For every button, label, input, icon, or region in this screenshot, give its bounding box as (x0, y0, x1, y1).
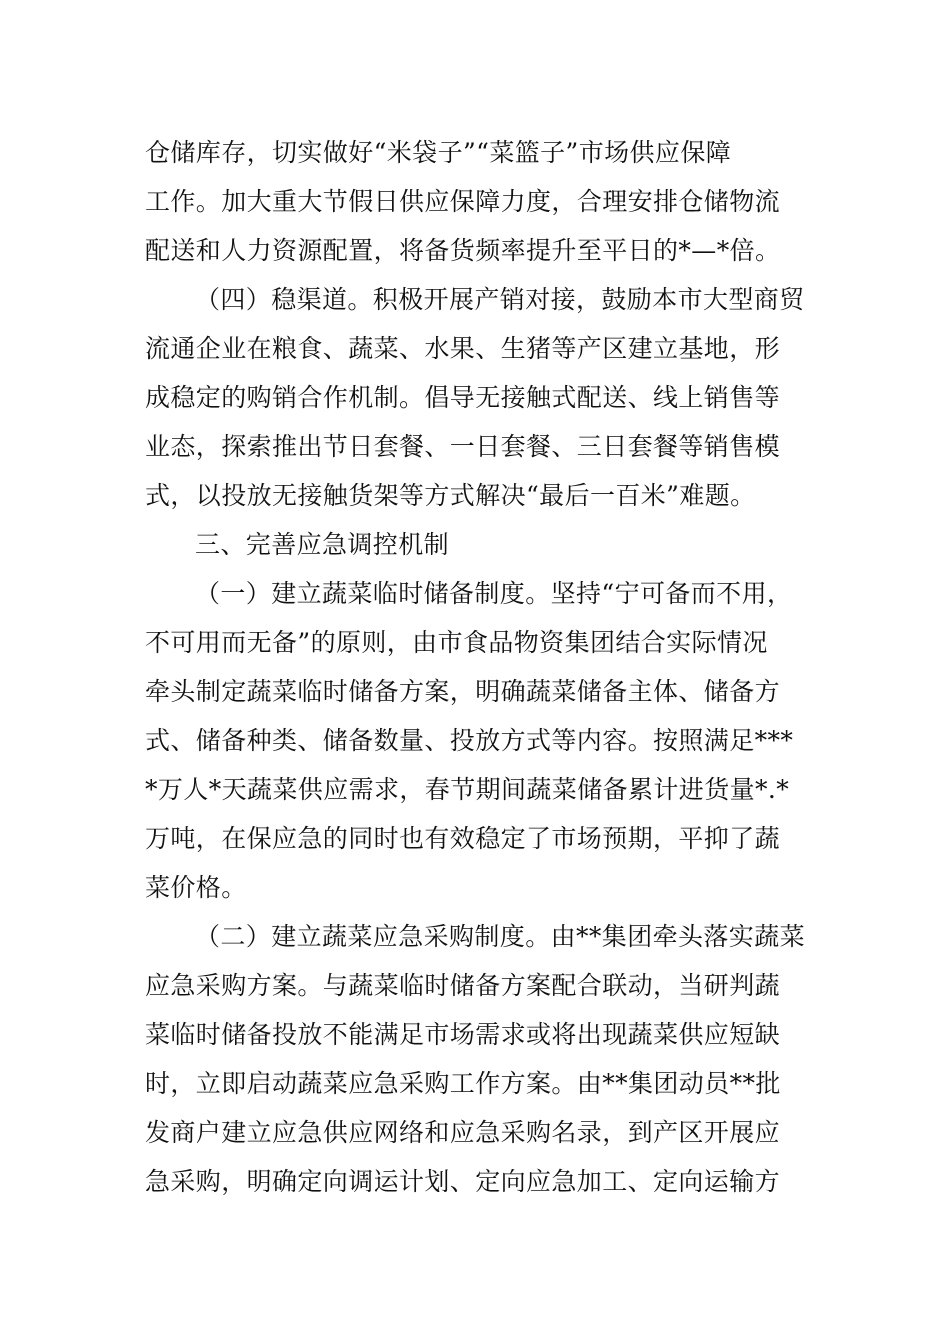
paragraph-3-1-start: （一）建立蔬菜临时储备制度。坚持“宁可备而不用， (195, 579, 793, 608)
text-line-5: 流通企业在粮食、蔬菜、水果、生猪等产区建立基地，形 (145, 334, 781, 363)
text-line-13: 式、储备种类、储备数量、投放方式等内容。按照满足*** (145, 726, 794, 755)
text-line-18: 应急采购方案。与蔬菜临时储备方案配合联动，当研判蔬 (145, 971, 781, 1000)
text-line-15: 万吨，在保应急的同时也有效稳定了市场预期，平抑了蔬 (145, 824, 781, 853)
text-line-12: 牵头制定蔬菜临时储备方案，明确蔬菜储备主体、储备方 (145, 677, 781, 706)
paragraph-4-start: （四）稳渠道。积极开展产销对接，鼓励本市大型商贸 (195, 285, 805, 314)
text-line-20: 时，立即启动蔬菜应急采购工作方案。由**集团动员**批 (145, 1069, 781, 1098)
text-line-22: 急采购，明确定向调运计划、定向应急加工、定向运输方 (145, 1167, 781, 1196)
text-line-3: 配送和人力资源配置，将备货频率提升至平日的*—*倍。 (145, 236, 781, 265)
text-line-8: 式，以投放无接触货架等方式解决“最后一百米”难题。 (145, 481, 756, 510)
text-line-2: 工作。加大重大节假日供应保障力度，合理安排仓储物流 (145, 187, 781, 216)
text-line-19: 菜临时储备投放不能满足市场需求或将出现蔬菜供应短缺 (145, 1020, 781, 1049)
text-line-11: 不可用而无备”的原则，由市食品物资集团结合实际情况 (145, 628, 768, 657)
text-line-6: 成稳定的购销合作机制。倡导无接触式配送、线上销售等 (145, 383, 781, 412)
text-line-7: 业态，探索推出节日套餐、一日套餐、三日套餐等销售模 (145, 432, 781, 461)
text-line-14: *万人*天蔬菜供应需求，春节期间蔬菜储备累计进货量*.* (145, 775, 790, 804)
text-line-16: 菜价格。 (145, 873, 247, 902)
text-line-21: 发商户建立应急供应网络和应急采购名录，到产区开展应 (145, 1118, 781, 1147)
section-heading-3: 三、完善应急调控机制 (195, 530, 450, 559)
text-line-1: 仓储库存，切实做好“米袋子”“菜篮子”市场供应保障 (145, 138, 732, 167)
paragraph-3-2-start: （二）建立蔬菜应急采购制度。由**集团牵头落实蔬菜 (195, 922, 806, 951)
document-body (145, 128, 807, 1206)
